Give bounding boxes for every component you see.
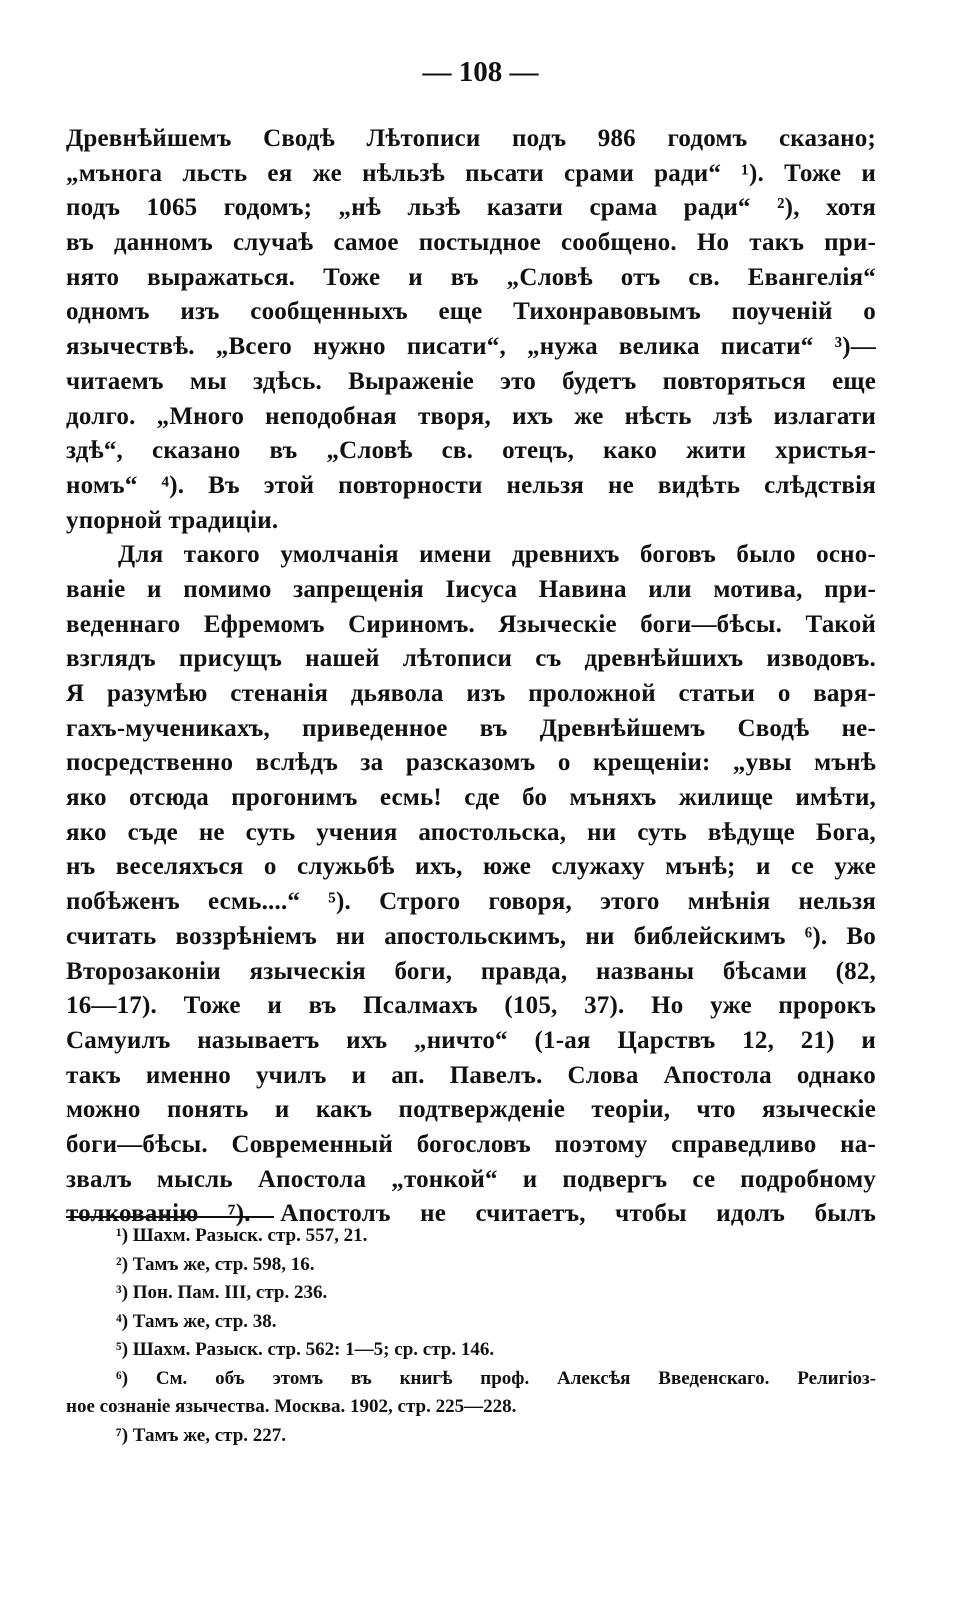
- text-line: можно понять и какъ подтвержденіе теоріи, что языческіе: [66, 1096, 876, 1124]
- text-line: одномъ изъ сообщенныхъ еще Тихонравовымъ поученій о: [66, 298, 876, 326]
- text-line: Второзаконіи языческія боги, правда, названы бѣсами (82,: [66, 957, 876, 985]
- text-line: язычествѣ. „Всего нужно писати“, „нужа велика писати“ ³)—: [66, 333, 876, 361]
- text-line: боги—бѣсы. Современный богословъ поэтому справедливо на-: [66, 1130, 876, 1158]
- text-line: 16—17). Тоже и въ Псалмахъ (105, 37). Но уже пророкъ: [66, 992, 876, 1020]
- text-line: долго. „Много неподобная творя, ихъ же нѣсть лзѣ излагати: [66, 402, 876, 430]
- footnote-2: ²) Тамъ же, стр. 598, 16.: [116, 1253, 315, 1275]
- text-line: „мънога льсть ея же нѣльзѣ пьсати срами ради“ ¹). Тоже и: [66, 159, 876, 187]
- paragraph-1: [66, 122, 876, 538]
- text-line: Древнѣйшемъ Сводѣ Лѣтописи подъ 986 годомъ сказано;: [66, 125, 876, 152]
- footnote-3: ³) Пон. Пам. III, стр. 236.: [116, 1282, 328, 1303]
- text-line: толкованію ⁷). Апостолъ не считаетъ, чтобы идолъ былъ: [66, 1200, 876, 1228]
- text-line: гахъ-мученикахъ, приведенное въ Древнѣйшемъ Сводѣ не-: [66, 714, 876, 742]
- text-line: нято выражаться. Тоже и въ „Словѣ отъ св. Евангелія“: [66, 263, 876, 291]
- footnote-1: ¹) Шахм. Разыск. стр. 557, 21.: [116, 1225, 368, 1246]
- text-line: подъ 1065 годомъ; „нѣ льзѣ казати срама ради“ ²), хотя: [66, 194, 876, 222]
- text-line: яко съде не суть учения апостольска, ни суть вѣдуще Бога,: [66, 818, 876, 846]
- footnote-6: ⁶) См. объ этомъ въ книгѣ проф. Алексѣя Введенскаго. Религіоз-: [116, 1367, 876, 1389]
- text-line: яко отсюда прогонимъ есмь! сде бо мъняхъ жилище имѣти,: [66, 784, 876, 812]
- text-line: Я разумѣю стенанія дьявола изъ проложной статьи о варя-: [66, 680, 876, 707]
- main-text: [66, 122, 876, 1232]
- text-line: считать воззрѣніемъ ни апостольскимъ, ни библейскимъ ⁶). Во: [66, 922, 876, 950]
- footnote-4: ⁴) Тамъ же, стр. 38.: [116, 1310, 277, 1332]
- footnotes: [66, 1222, 876, 1450]
- text-line: въ данномъ случаѣ самое постыдное сообщено. Но такъ при-: [66, 229, 876, 257]
- text-line: Для такого умолчанія имени древнихъ боговъ было осно-: [118, 541, 876, 569]
- text-line: ваніе и помимо запрещенія Іисуса Навина или мотива, при-: [66, 575, 876, 603]
- page-number: — 108 —: [422, 56, 539, 88]
- text-line: звалъ мысль Апостола „тонкой“ и подвергъ се подробному: [66, 1165, 876, 1193]
- paragraph-2: [66, 538, 876, 1232]
- footnote-6-continuation: ное сознаніе язычества. Москва. 1902, стр. 225—228.: [66, 1396, 517, 1417]
- text-line: посредственно вслѣдъ за разсказомъ о крещеніи: „увы мънѣ: [66, 749, 876, 777]
- footnote-divider: [66, 1216, 274, 1218]
- footnote-5: ⁵) Шахм. Разыск. стр. 562: 1—5; ср. стр. 146.: [116, 1339, 495, 1360]
- text-line: такъ именно училъ и ап. Павелъ. Слова Апостола однако: [66, 1061, 876, 1089]
- text-line: взглядъ присущъ нашей лѣтописи съ древнѣйшихъ изводовъ.: [66, 645, 876, 673]
- text-line: упорной традиціи.: [66, 506, 279, 534]
- text-line: нъ веселяхъся о служьбѣ ихъ, юже служаху мънѣ; и се уже: [66, 853, 876, 881]
- text-line: номъ“ ⁴). Въ этой повторности нельзя не видѣть слѣдствія: [66, 471, 876, 499]
- text-line: Самуилъ называетъ ихъ „ничто“ (1-ая Царствъ 12, 21) и: [66, 1026, 876, 1054]
- text-line: побѣженъ есмь....“ ⁵). Строго говоря, этого мнѣнія нельзя: [66, 888, 876, 916]
- footnote-7: ⁷) Тамъ же, стр. 227.: [116, 1424, 287, 1446]
- text-line: веденнаго Ефремомъ Сириномъ. Языческіе боги—бѣсы. Такой: [66, 610, 876, 638]
- text-line: читаемъ мы здѣсь. Выраженіе это будетъ повторяться еще: [66, 367, 876, 395]
- text-line: здѣ“, сказано въ „Словѣ св. отецъ, како жити христья-: [66, 437, 876, 465]
